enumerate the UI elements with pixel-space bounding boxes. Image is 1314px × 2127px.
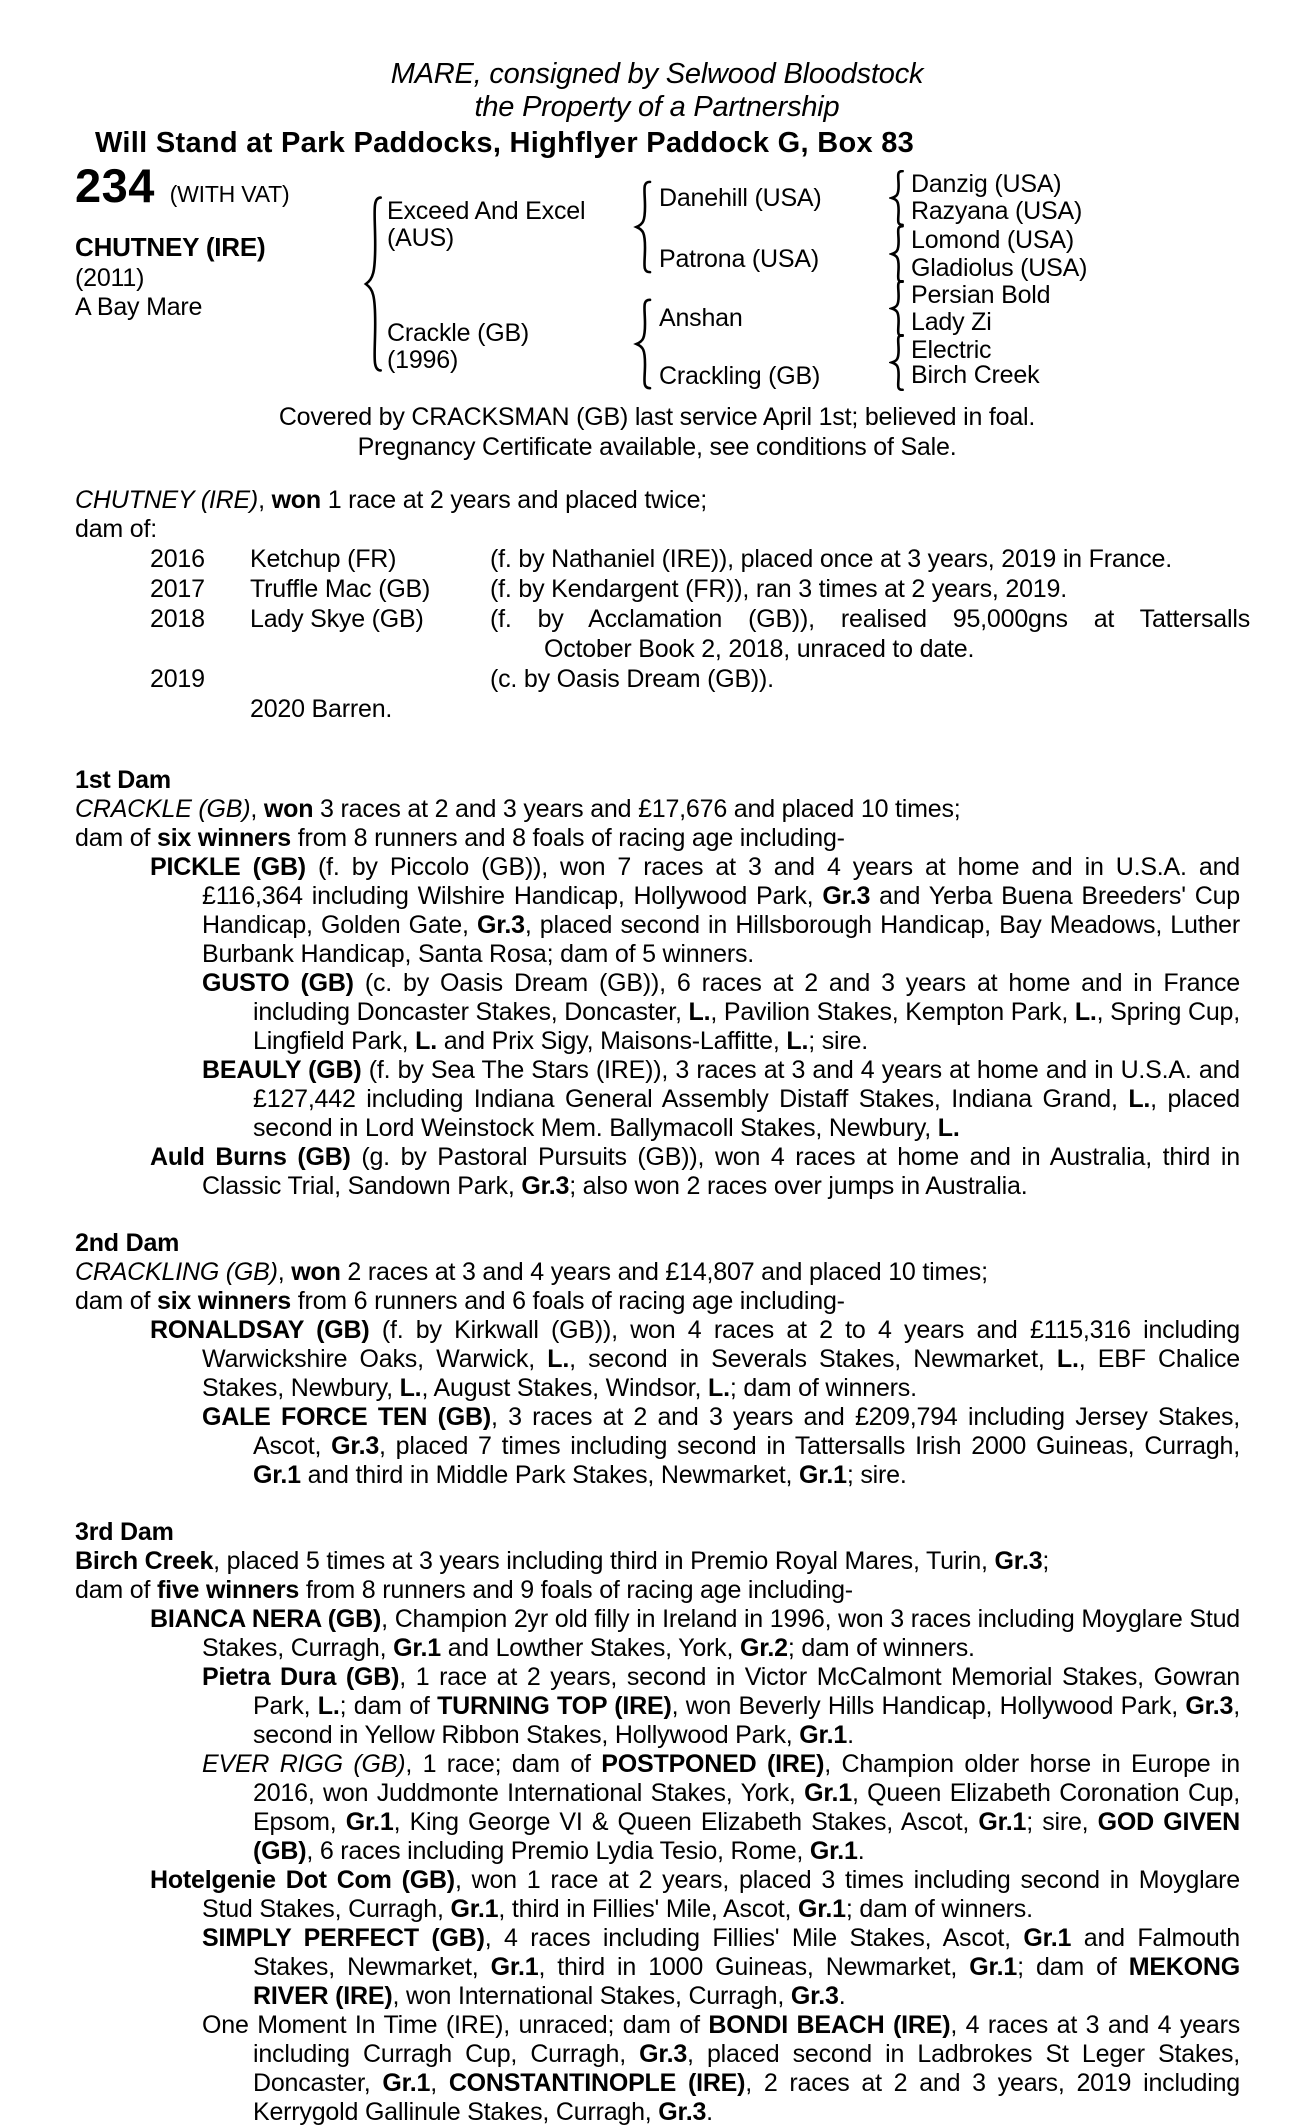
dam-cell — [387, 320, 529, 374]
produce-desc-line: (c. by Oasis Dream (GB)). — [490, 665, 774, 693]
sire-cell — [387, 198, 585, 252]
horse-name: CHUTNEY (IRE) — [75, 232, 266, 262]
progeny-paragraph: Pietra Dura (GB), 1 race at 2 years, second in Victor McCalmont Memorial Stakes, Gowran Park, L.; dam of TURNING TOP (IRE), won Beverly Hills Handicap, Hollywood Park, Gr.3, second in Yellow Ribbon Stakes, Hollywood Park, Gr.1. — [202, 1663, 1240, 1749]
gen3-name: Birch Creek — [911, 361, 1040, 389]
dam-section-intro — [75, 1258, 1240, 1316]
covering-line: Pregnancy Certificate available, see conditions of Sale. — [357, 433, 957, 461]
progeny-paragraph: Hotelgenie Dot Com (GB), won 1 race at 2 years, placed 3 times including second in Moyglare Stud Stakes, Curragh, Gr.1, third in Fillies' Mile, Ascot, Gr.1; dam of winners. — [150, 1866, 1241, 1923]
sire-suffix: (AUS) — [387, 224, 455, 252]
produce-name: Truffle Mac (GB) — [250, 575, 431, 603]
gen3-name: Razyana (USA) — [911, 197, 1083, 225]
gen3-name: Lomond (USA) — [911, 226, 1074, 254]
dam-intro-line: dam of five winners from 8 runners and 9 foals of racing age including- — [75, 1576, 853, 1604]
produce-year: 2019 — [150, 665, 205, 693]
horse-year-foaled: (2011) — [75, 264, 145, 292]
progeny-paragraph: One Moment In Time (IRE), unraced; dam of BONDI BEACH (IRE), 4 races at 3 and 4 years including Curragh Cup, Curragh, Gr.3, placed second in Ladbrokes St Leger Stakes, Doncaster, Gr.1, CONSTANTINOPLE (IRE), 2 races at 2 and 3 years, 2019 including Kerrygold Gallinule Stakes, Curragh, Gr.3. — [202, 2011, 1241, 2126]
progeny-paragraph: RONALDSAY (GB) (f. by Kirkwall (GB)), won 4 races at 2 to 4 years and £115,316 including Warwickshire Oaks, Warwick, L., second in Severals Stakes, Newmarket, L., EBF Chalice Stakes, Newbury, L., August Stakes, Windsor, L.; dam of winners. — [150, 1316, 1241, 1402]
dam-section — [75, 766, 1240, 1201]
gen3-name: Persian Bold — [911, 281, 1051, 309]
dam-name: Crackle (GB) — [387, 319, 530, 347]
race-record-line: CHUTNEY (IRE), won 1 race at 2 years and placed twice; — [75, 486, 708, 514]
gen3-name: Electric — [911, 336, 992, 364]
sire-sire: Danehill (USA) — [659, 184, 822, 212]
gen3-name: Lady Zi — [911, 308, 992, 336]
pedigree-brace-icon — [633, 180, 653, 274]
produce-name: Ketchup (FR) — [250, 545, 397, 573]
produce-desc — [490, 694, 1250, 724]
pedigree-brace-icon — [889, 334, 905, 391]
dam-intro-line: dam of six winners from 6 runners and 6 foals of racing age including- — [75, 1287, 845, 1315]
dam-section — [75, 1229, 1240, 1490]
dam-suffix: (1996) — [387, 346, 459, 374]
dam-section-intro — [75, 1547, 1240, 1605]
property-line: the Property of a Partnership — [474, 91, 840, 123]
produce-record — [150, 544, 1250, 724]
consignment-line: MARE, consigned by Selwood Bloodstock — [390, 58, 924, 90]
dam-section — [75, 1518, 1240, 2127]
produce-year: 2016 — [150, 545, 205, 573]
pedigree-brace-icon — [889, 170, 905, 226]
produce-desc-line: (f. by Kendargent (FR)), ran 3 times at 2 years, 2019. — [490, 575, 1067, 603]
horse-description: A Bay Mare — [75, 293, 203, 321]
produce-desc — [490, 574, 1250, 604]
progeny-paragraph: BIANCA NERA (GB), Champion 2yr old filly in Ireland in 1996, won 3 races including Moyglare Stud Stakes, Curragh, Gr.1 and Lowther Stakes, York, Gr.2; dam of winners. — [150, 1605, 1240, 1662]
progeny-paragraph: SIMPLY PERFECT (GB), 4 races including Fillies' Mile Stakes, Ascot, Gr.1 and Falmouth Stakes, Newmarket, Gr.1, third in 1000 Guineas, Newmarket, Gr.1; dam of MEKONG RIVER (IRE), won International Stakes, Curragh, Gr.3. — [202, 1924, 1240, 2010]
sire-name: Exceed And Excel — [387, 197, 586, 225]
produce-year: 2017 — [150, 575, 205, 603]
covering-statement — [0, 402, 1314, 462]
dam-section-heading: 2nd Dam — [75, 1229, 180, 1257]
produce-label: dam of: — [75, 515, 157, 543]
dam-section-paragraphs — [75, 1316, 1240, 1490]
sire-dam: Patrona (USA) — [659, 245, 819, 273]
dam-intro-line: Birch Creek, placed 5 times at 3 years including third in Premio Royal Mares, Turin, Gr.3; — [75, 1547, 1050, 1575]
produce-desc — [490, 604, 1250, 664]
dam-section-paragraphs — [75, 853, 1240, 1201]
race-record — [75, 486, 1240, 544]
progeny-paragraph: GALE FORCE TEN (GB), 3 races at 2 and 3 years and £209,794 including Jersey Stakes, Ascot, Gr.3, placed 7 times including second in Tattersalls Irish 2000 Guineas, Curragh, Gr.1 and third in Middle Park Stakes, Newmarket, Gr.1; sire. — [202, 1403, 1240, 1489]
gen3-name: Danzig (USA) — [911, 170, 1062, 198]
dam-section-heading: 1st Dam — [75, 766, 171, 794]
pedigree-brace-icon — [889, 225, 905, 283]
produce-desc — [490, 664, 1250, 694]
progeny-paragraph: GUSTO (GB) (c. by Oasis Dream (GB)), 6 races at 2 and 3 years at home and in France including Doncaster Stakes, Doncaster, L., Pavilion Stakes, Kempton Park, L., Spring Cup, Lingfield Park, L. and Prix Sigy, Maisons-Laffitte, L.; sire. — [202, 969, 1240, 1055]
progeny-paragraph: EVER RIGG (GB), 1 race; dam of POSTPONED (IRE), Champion older horse in Europe in 2016, won Juddmonte International Stakes, York, Gr.1, Queen Elizabeth Coronation Cup, Epsom, Gr.1, King George VI & Queen Elizabeth Stakes, Ascot, Gr.1; sire, GOD GIVEN (GB), 6 races including Premio Lydia Tesio, Rome, Gr.1. — [202, 1750, 1240, 1865]
pedigree-brace-icon — [889, 280, 905, 337]
pedigree-brace-icon — [362, 194, 384, 374]
dam-dam: Crackling (GB) — [659, 362, 821, 390]
pedigree-brace-icon — [633, 298, 653, 390]
catalogue-page — [0, 58, 1314, 2127]
lot-line — [75, 159, 290, 212]
covering-line: Covered by CRACKSMAN (GB) last service April 1st; believed in foal. — [278, 403, 1036, 431]
produce-name: 2020 Barren. — [250, 695, 393, 723]
gen3-name: Gladiolus (USA) — [911, 254, 1088, 282]
produce-year — [150, 694, 250, 724]
produce-desc-line: (f. by Acclamation (GB)), realised 95,000gns at Tattersalls — [490, 605, 1250, 633]
progeny-paragraph: Auld Burns (GB) (g. by Pastoral Pursuits (GB)), won 4 races at home and in Australia, third in Classic Trial, Sandown Park, Gr.3; also won 2 races over jumps in Australia. — [150, 1143, 1240, 1200]
dam-sections — [0, 766, 1314, 2127]
lot-number: 234 — [75, 159, 155, 212]
dam-section-paragraphs — [75, 1605, 1240, 2127]
dam-intro-line: dam of six winners from 8 runners and 8 foals of racing age including- — [75, 824, 845, 852]
dam-intro-line: CRACKLING (GB), won 2 races at 3 and 4 years and £14,807 and placed 10 times; — [75, 1258, 988, 1286]
dam-intro-line: CRACKLE (GB), won 3 races at 2 and 3 years and £17,676 and placed 10 times; — [75, 795, 961, 823]
produce-name: Lady Skye (GB) — [250, 605, 424, 633]
vat-note: (WITH VAT) — [169, 181, 290, 207]
produce-desc-line: (f. by Nathaniel (IRE)), placed once at 3 years, 2019 in France. — [490, 545, 1172, 573]
produce-year: 2018 — [150, 605, 205, 633]
produce-name — [250, 664, 490, 694]
produce-desc-line: October Book 2, 2018, unraced to date. — [544, 635, 975, 663]
dam-section-heading: 3rd Dam — [75, 1518, 174, 1546]
dam-section-intro — [75, 795, 1240, 853]
pedigree-table — [0, 159, 1314, 396]
produce-desc — [490, 544, 1250, 574]
progeny-paragraph: PICKLE (GB) (f. by Piccolo (GB)), won 7 races at 3 and 4 years at home and in U.S.A. and £116,364 including Wilshire Handicap, Hollywood Park, Gr.3 and Yerba Buena Breeders' Cup Handicap, Golden Gate, Gr.3, placed second in Hillsborough Handicap, Bay Meadows, Luther Burbank Handicap, Santa Rosa; dam of 5 winners. — [150, 853, 1240, 968]
stand-location: Will Stand at Park Paddocks, Highflyer Paddock G, Box 83 — [95, 127, 915, 159]
progeny-paragraph: BEAULY (GB) (f. by Sea The Stars (IRE)), 3 races at 3 and 4 years at home and in U.S.A. and £127,442 including Indiana General Assembly Distaff Stakes, Indiana Grand, L., placed second in Lord Weinstock Mem. Ballymacoll Stakes, Newbury, L. — [202, 1056, 1240, 1142]
dam-sire: Anshan — [659, 304, 743, 332]
